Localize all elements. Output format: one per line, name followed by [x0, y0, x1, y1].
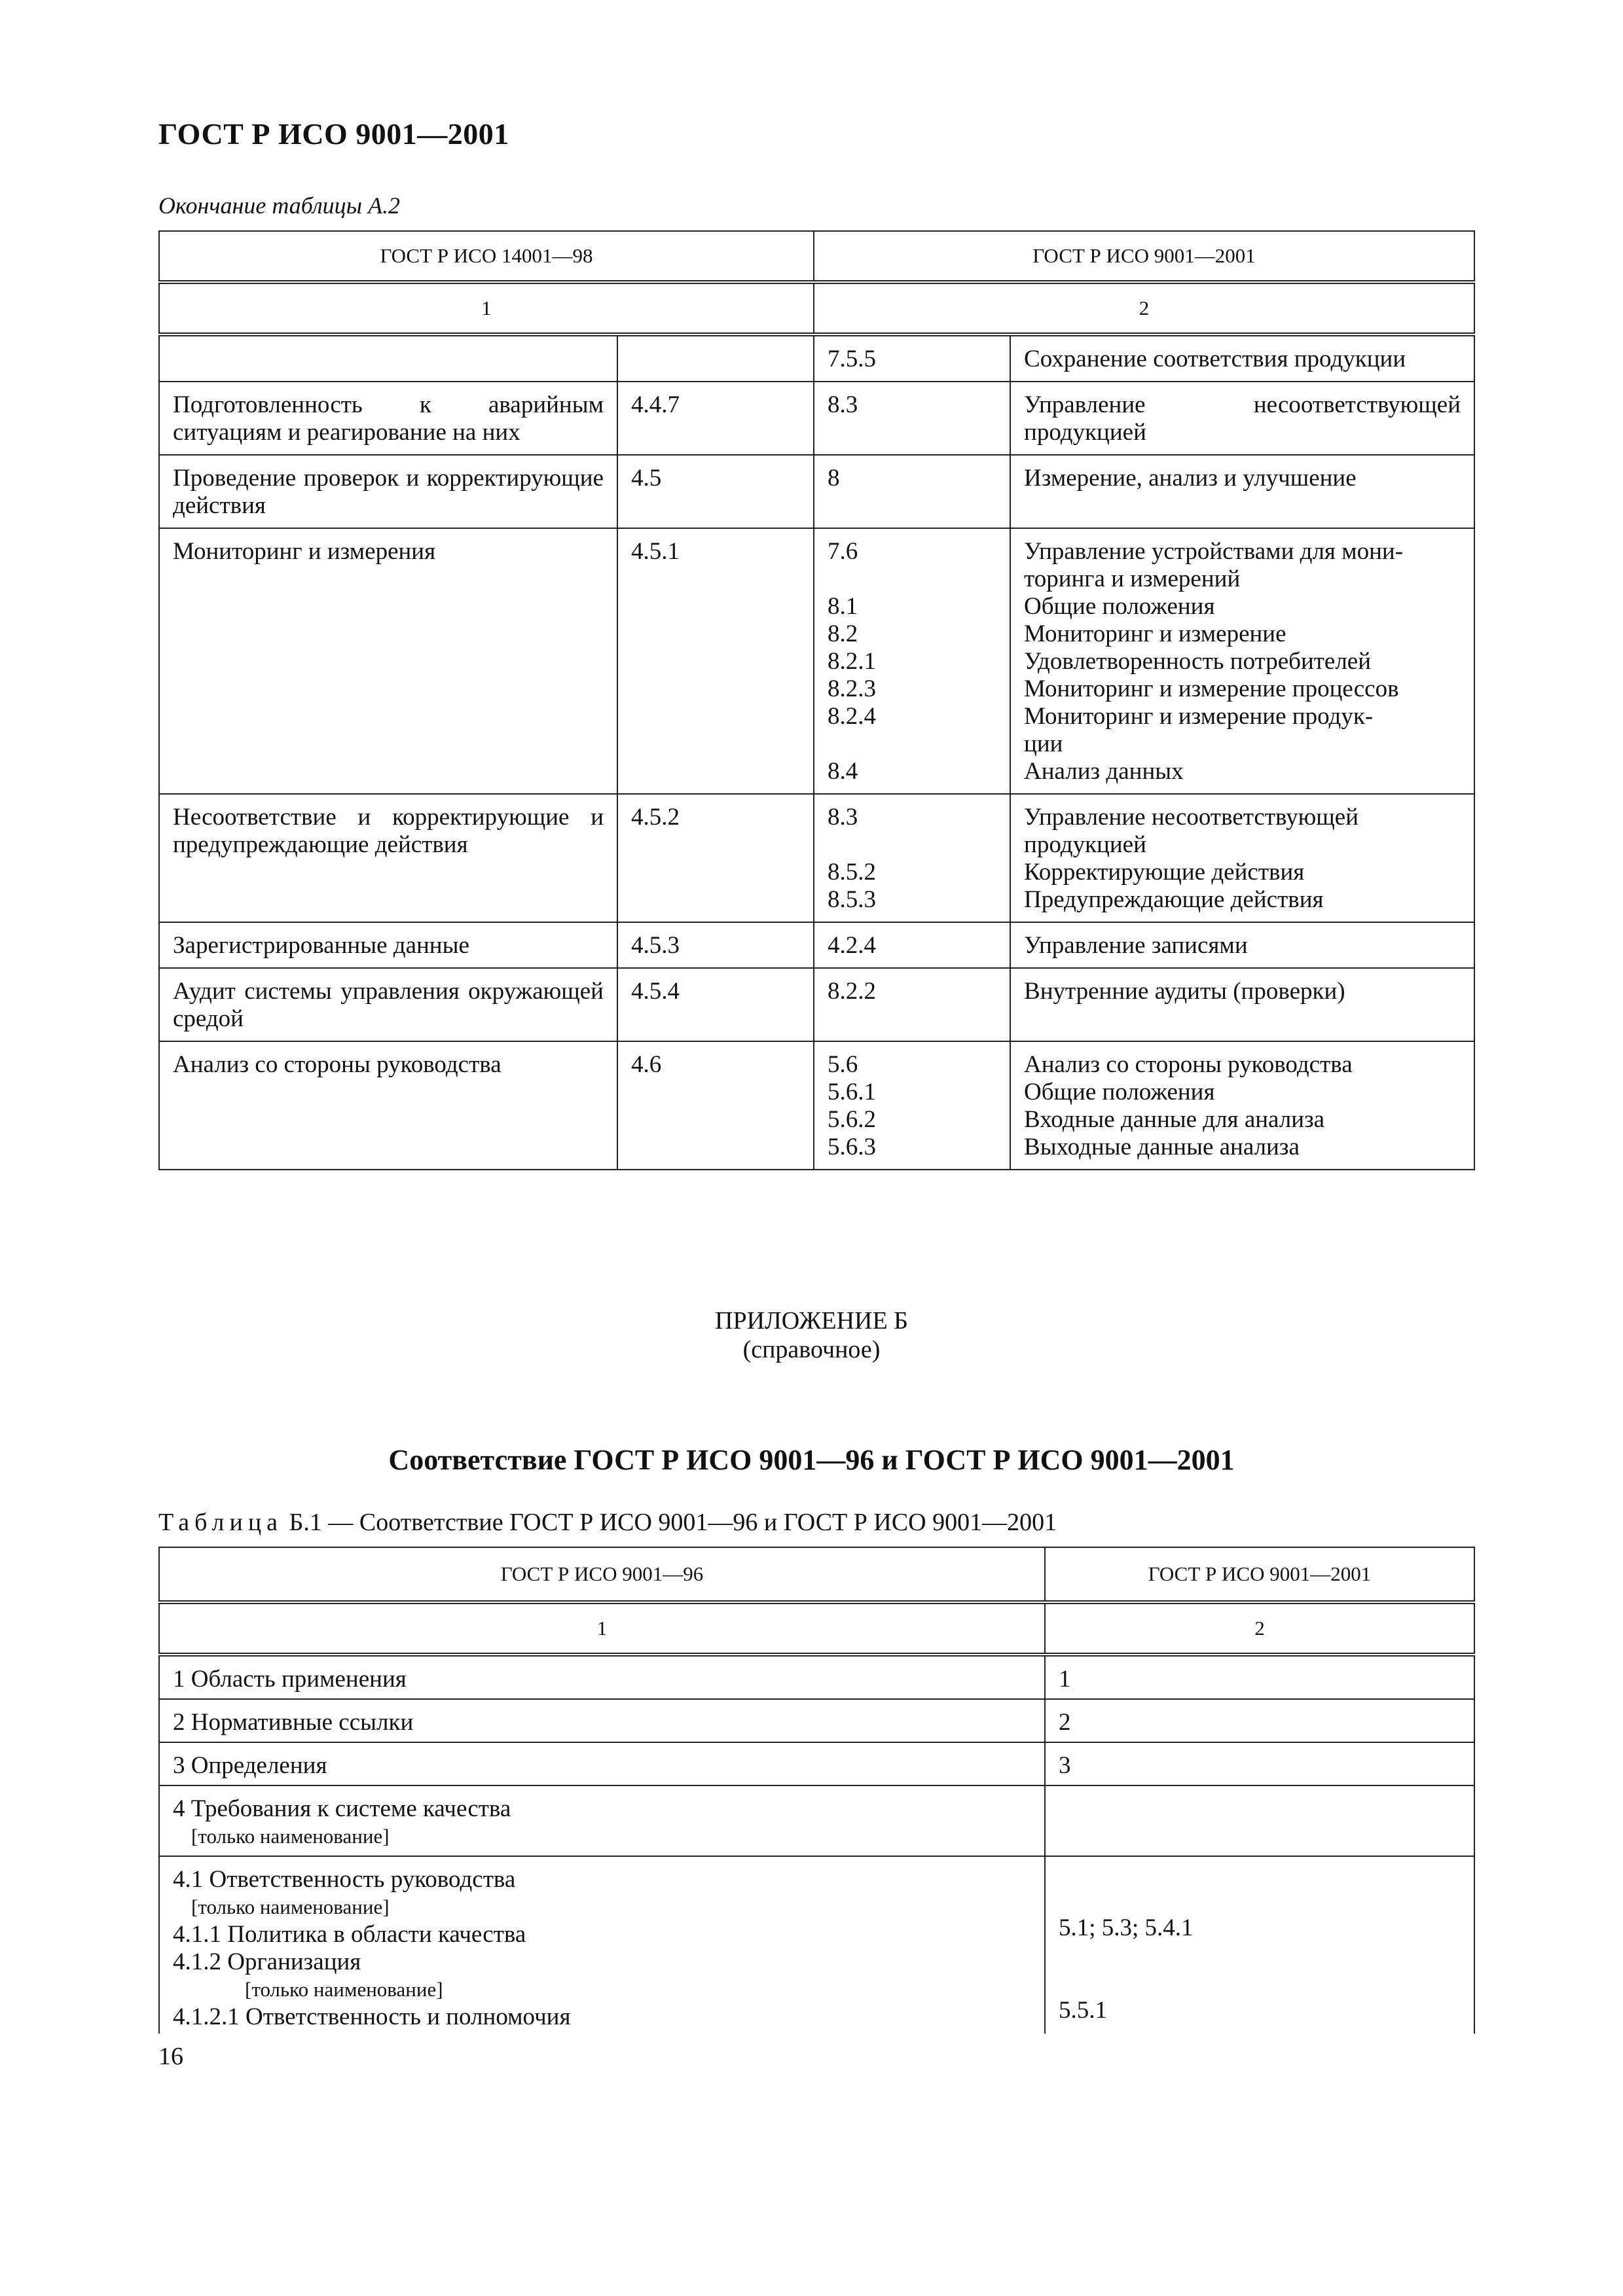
- clause-ref: 5.1; 5.3; 5.4.1: [1059, 1914, 1194, 1941]
- reference-number: 5.6.2: [828, 1106, 877, 1133]
- table-row: [159, 455, 1474, 528]
- clause-text: 4.1.2 Организация: [173, 1948, 361, 1975]
- reference-title: продукцией: [1024, 831, 1146, 858]
- table-row: [159, 382, 1474, 455]
- row-clause-right: 2: [1045, 1699, 1474, 1742]
- row-clause-left: [159, 1856, 1045, 2034]
- reference-title: Анализ данных: [1024, 758, 1184, 785]
- table-row: [159, 1655, 1474, 1699]
- column-number-row: [159, 1602, 1474, 1655]
- row-clause-number: 4.5.4: [617, 968, 814, 1041]
- table-row: [159, 1856, 1474, 2034]
- row-reference-title-cell: [1010, 455, 1474, 528]
- row-reference-cell: [814, 334, 1010, 382]
- reference-number: 8.2.1: [828, 648, 877, 675]
- row-reference-title-cell: [1010, 922, 1474, 968]
- clause-text: 4.1.1 Политика в области качества: [173, 1921, 526, 1948]
- column-header-left: ГОСТ Р ИСО 9001—96: [159, 1547, 1045, 1602]
- reference-title: Общие положения: [1024, 593, 1215, 620]
- table-row: [159, 528, 1474, 794]
- reference-number: 5.6.3: [828, 1134, 877, 1160]
- row-clause-left: [159, 1785, 1045, 1856]
- row-clause-left: 1 Область применения: [159, 1655, 1045, 1699]
- reference-number: 5.6.1: [828, 1079, 877, 1105]
- reference-title: Мониторинг и измерение: [1024, 620, 1286, 647]
- row-requirement-name: Зарегистрированные данные: [159, 922, 617, 968]
- reference-number: 8.5.3: [828, 886, 877, 913]
- appendix-title: ПРИЛОЖЕНИЕ Б: [715, 1307, 908, 1335]
- reference-title: Управление несоответствующей: [1024, 804, 1359, 831]
- row-clause-left: 2 Нормативные ссылки: [159, 1699, 1045, 1742]
- column-number-row: [159, 282, 1474, 334]
- table-row: [159, 922, 1474, 968]
- row-requirement-name: Несоответствие и корректирующие и предупреждающие действия: [159, 794, 617, 922]
- reference-title: Мониторинг и измерение продук-: [1024, 703, 1374, 730]
- row-reference-title-cell: [1010, 1041, 1474, 1170]
- row-reference-title-cell: [1010, 334, 1474, 382]
- reference-title: Мониторинг и измерение процессов: [1024, 675, 1399, 702]
- clause-text: 4.1 Ответственность руководства: [173, 1866, 516, 1893]
- row-clause-number: 4.5.2: [617, 794, 814, 922]
- row-requirement-name: Проведение проверок и корректирующие действия: [159, 455, 617, 528]
- column-header-right: ГОСТ Р ИСО 9001—2001: [1045, 1547, 1474, 1602]
- row-clause-number: [617, 334, 814, 382]
- table-row: [159, 794, 1474, 922]
- column-header-left: ГОСТ Р ИСО 14001—98: [159, 231, 814, 282]
- table-header-row: [159, 1547, 1474, 1602]
- row-clause-right: [1045, 1856, 1474, 2034]
- reference-title: торинга и измерений: [1024, 565, 1241, 592]
- row-reference-title-cell: [1010, 528, 1474, 794]
- reference-number: [828, 730, 996, 758]
- row-clause-right: 3: [1045, 1742, 1474, 1785]
- reference-title: Управление записями: [1024, 932, 1248, 959]
- reference-number: 7.6: [828, 538, 858, 565]
- table-row: [159, 1742, 1474, 1785]
- row-clause-right: [1045, 1785, 1474, 1856]
- table-continuation-caption: Окончание таблицы А.2: [158, 192, 401, 219]
- row-clause-number: 4.6: [617, 1041, 814, 1170]
- row-requirement-name: Анализ со стороны руководства: [159, 1041, 617, 1170]
- section-title: Соответствие ГОСТ Р ИСО 9001—96 и ГОСТ Р ИСО 9001—2001: [388, 1444, 1235, 1476]
- table-row: [159, 968, 1474, 1041]
- row-reference-title-cell: [1010, 794, 1474, 922]
- row-clause-number: 4.4.7: [617, 382, 814, 455]
- row-requirement-name: [159, 334, 617, 382]
- row-reference-title-cell: [1010, 382, 1474, 455]
- reference-number: 8: [828, 465, 840, 492]
- row-requirement-name: Мониторинг и измерения: [159, 528, 617, 794]
- reference-number: 8.3: [828, 391, 858, 418]
- table-b1-caption: Б.1 — Соответствие ГОСТ Р ИСО 9001—96 и ГОСТ Р ИСО 9001—2001: [289, 1509, 1057, 1536]
- column-number-left: 1: [159, 282, 814, 334]
- row-reference-cell: [814, 922, 1010, 968]
- reference-title: Входные данные для анализа: [1024, 1106, 1325, 1133]
- column-header-right: ГОСТ Р ИСО 9001—2001: [814, 231, 1474, 282]
- row-reference-title-cell: [1010, 968, 1474, 1041]
- table-b1: [158, 1547, 1475, 2034]
- row-clause-number: 4.5.3: [617, 922, 814, 968]
- row-reference-cell: [814, 528, 1010, 794]
- clause-note: [только наименование]: [245, 1978, 443, 2001]
- clause-text: 4 Требования к системе качества: [173, 1795, 511, 1822]
- document-header: ГОСТ Р ИСО 9001—2001: [158, 117, 509, 151]
- reference-number: 8.3: [828, 804, 858, 831]
- reference-number: 8.2: [828, 620, 858, 647]
- reference-title: Выходные данные анализа: [1024, 1134, 1300, 1160]
- row-reference-cell: [814, 455, 1010, 528]
- clause-note: [только наименование]: [191, 1825, 390, 1848]
- reference-title: Внутренние аудиты (проверки): [1024, 978, 1345, 1005]
- reference-number: [828, 565, 996, 593]
- reference-title: Предупреждающие действия: [1024, 886, 1324, 913]
- table-a2: [158, 230, 1475, 1170]
- column-number-right: 2: [814, 282, 1474, 334]
- table-a2-body: [159, 334, 1474, 1170]
- row-requirement-name: Подготовленность к аварийным ситуациям и реагирование на них: [159, 382, 617, 455]
- row-reference-cell: [814, 968, 1010, 1041]
- reference-title: Анализ со стороны руководства: [1024, 1051, 1353, 1078]
- reference-title: Удовлетворенность потребителей: [1024, 648, 1372, 675]
- table-label: Таблица: [158, 1509, 283, 1536]
- row-reference-cell: [814, 1041, 1010, 1170]
- reference-title: Корректирующие действия: [1024, 859, 1305, 886]
- row-clause-right: 1: [1045, 1655, 1474, 1699]
- reference-number: 4.2.4: [828, 932, 877, 959]
- reference-title: Общие положения: [1024, 1079, 1215, 1105]
- table-header-row: [159, 231, 1474, 282]
- row-clause-number: 4.5.1: [617, 528, 814, 794]
- reference-title: ции: [1024, 730, 1063, 757]
- reference-number: 8.5.2: [828, 859, 877, 886]
- table-row: [159, 1699, 1474, 1742]
- reference-number: 7.5.5: [828, 346, 877, 372]
- table-row: [159, 1785, 1474, 1856]
- reference-number: 5.6: [828, 1051, 858, 1078]
- reference-title: Измерение, анализ и улучшение: [1024, 465, 1357, 492]
- clause-ref: 5.5.1: [1059, 1997, 1107, 2024]
- clause-note: [только наименование]: [191, 1895, 390, 1918]
- reference-number: 8.4: [828, 758, 858, 785]
- reference-number: 8.2.3: [828, 675, 877, 702]
- appendix-subtitle: (справочное): [742, 1336, 881, 1363]
- table-row: [159, 1041, 1474, 1170]
- reference-title: Управление устройствами для мони-: [1024, 538, 1404, 565]
- row-clause-left: 3 Определения: [159, 1742, 1045, 1785]
- clause-text: 4.1.2.1 Ответственность и полномочия: [173, 2003, 571, 2030]
- reference-title: Управление несоответствующей продукцией: [1024, 391, 1461, 446]
- row-clause-number: 4.5: [617, 455, 814, 528]
- reference-number: 8.2.2: [828, 978, 877, 1005]
- table-b1-title: [158, 1508, 1057, 1537]
- table-row: [159, 334, 1474, 382]
- reference-number: [828, 831, 996, 859]
- reference-number: 8.2.4: [828, 703, 877, 730]
- row-requirement-name: Аудит системы управления окружающей средой: [159, 968, 617, 1041]
- column-number-right: 2: [1045, 1602, 1474, 1655]
- page-number: 16: [158, 2043, 183, 2070]
- row-reference-cell: [814, 794, 1010, 922]
- row-reference-cell: [814, 382, 1010, 455]
- reference-number: 8.1: [828, 593, 858, 620]
- appendix-heading: [0, 1306, 1623, 1364]
- column-number-left: 1: [159, 1602, 1045, 1655]
- reference-title: Сохранение соответствия продукции: [1024, 346, 1406, 372]
